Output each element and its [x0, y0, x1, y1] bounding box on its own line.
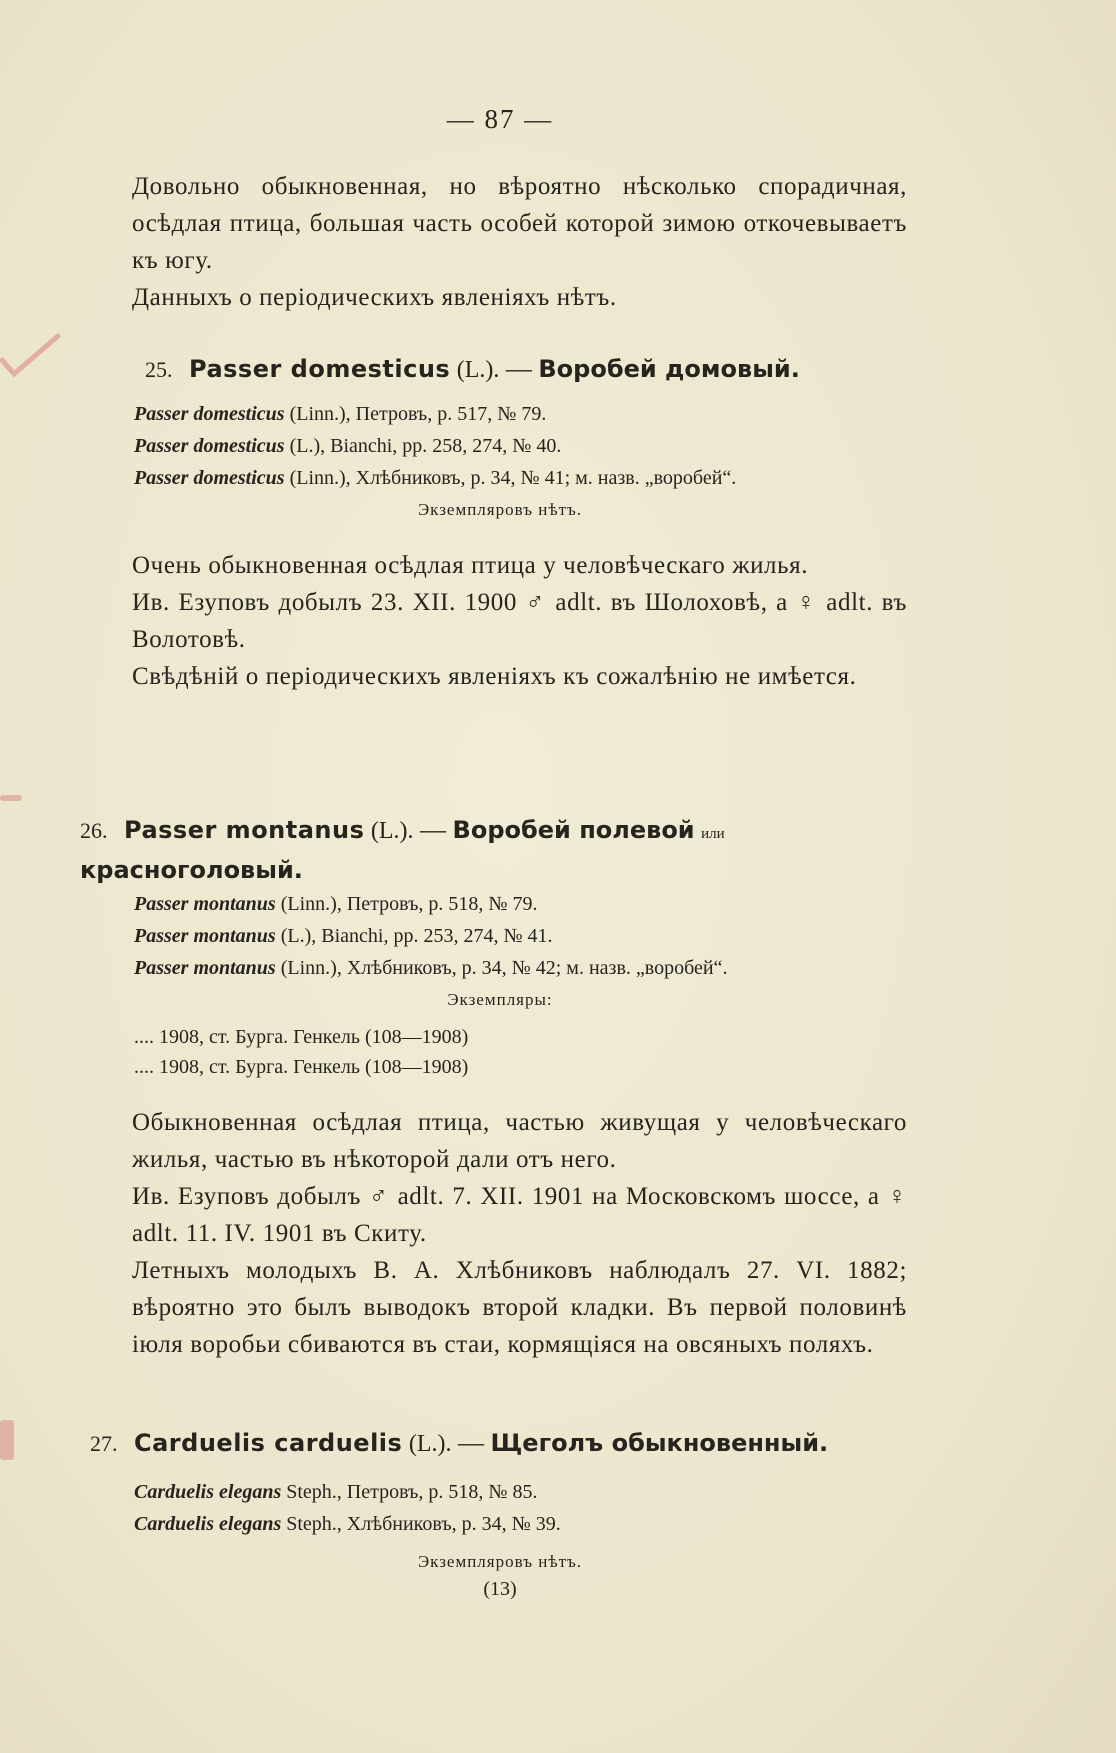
specimens-note: Экземпляровъ нѣтъ. [417, 500, 583, 519]
signature-mark: (13) [483, 1578, 517, 1600]
specimen-item: .... 1908, ст. Бурга. Генкель (108—1908) [134, 1056, 469, 1078]
species-number: 25. [145, 357, 173, 382]
reference-source: (Linn.), Хлѣбниковъ, p. 34, № 41; м. назв. „воробей“. [289, 467, 737, 489]
reference-list [134, 1476, 561, 1540]
intro-text [132, 168, 907, 316]
pencil-checkmark-icon [0, 330, 60, 390]
reference-item [134, 920, 727, 952]
reference-item [134, 430, 736, 462]
specimens-note: Экземпляры: [447, 990, 553, 1009]
specimens-note: Экземпляровъ нѣтъ. [417, 1552, 583, 1571]
reference-source: Steph., Петровъ, p. 518, № 85. [286, 1481, 538, 1503]
paragraph-text: Данныхъ о періодическихъ явленіяхъ нѣтъ. [132, 284, 617, 311]
paragraph: Ив. Езуповъ добылъ 23. XII. 1900 ♂ adlt. въ Шолоховѣ, а ♀ adlt. въ Волотовѣ. [132, 589, 907, 653]
paragraph: Очень обыкновенная осѣдлая птица у человѣческаго жилья. [132, 552, 809, 579]
reference-taxon: Passer montanus [134, 957, 276, 979]
margin-mark [0, 795, 22, 801]
reference-item [134, 952, 727, 984]
species-heading [145, 354, 800, 384]
reference-list [134, 888, 727, 984]
species-scientific-name: Carduelis carduelis [134, 1429, 403, 1457]
species-heading [90, 1428, 828, 1458]
reference-source: Steph., Хлѣбниковъ, p. 34, № 39. [286, 1513, 561, 1535]
reference-list [134, 398, 736, 494]
species-text [132, 547, 907, 695]
page-number: — 87 — [446, 104, 554, 134]
species-number: 26. [80, 818, 108, 843]
species-text [132, 1104, 907, 1363]
reference-source: (Linn.), Петровъ, p. 517, № 79. [289, 403, 547, 425]
reference-source: (Linn.), Хлѣбниковъ, p. 34, № 42; м. назв. „воробей“. [280, 957, 728, 979]
species-russian-name: Щеголъ обыкновенный. [490, 1429, 829, 1457]
species-author: (L.). [456, 357, 500, 383]
paragraph: Летныхъ молодыхъ В. А. Хлѣбниковъ наблюдалъ 27. VI. 1882; вѣроятно это былъ выводокъ второй кладки. Въ первой половинѣ іюля воробьи сбиваются въ стаи, кормящіяся на овсяныхъ поляхъ. [132, 1257, 907, 1358]
reference-taxon: Passer domesticus [134, 435, 285, 457]
species-author: (L.). [408, 1431, 452, 1457]
paragraph: Ив. Езуповъ добылъ ♂ adlt. 7. XII. 1901 на Московскомъ шоссе, а ♀ adlt. 11. IV. 1901 въ Скиту. [132, 1183, 907, 1247]
species-scientific-name: Passer montanus [124, 816, 365, 844]
species-scientific-name: Passer domesticus [189, 355, 451, 383]
heading-dash: — [457, 1428, 484, 1457]
heading-dash: — [505, 354, 532, 383]
paragraph: Обыкновенная осѣдлая птица, частью живущая у человѣческаго жилья, частью въ нѣкоторой дали отъ него. [132, 1109, 907, 1173]
reference-item [134, 1476, 561, 1508]
reference-taxon: Passer domesticus [134, 467, 285, 489]
reference-item [134, 462, 736, 494]
paragraph [132, 279, 907, 316]
species-russian-name: Воробей домовый. [538, 355, 800, 383]
species-russian-name-alt: красноголовый. [80, 856, 303, 884]
reference-source: (L.), Bianchi, pp. 253, 274, № 41. [280, 925, 553, 947]
species-heading [80, 812, 910, 888]
reference-item [134, 398, 736, 430]
margin-mark [0, 1420, 14, 1460]
species-author: (L.). [370, 818, 414, 844]
reference-taxon: Passer montanus [134, 925, 276, 947]
paragraph: Свѣдѣній о періодическихъ явленіяхъ къ сожалѣнію не имѣется. [132, 663, 857, 690]
reference-taxon: Carduelis elegans [134, 1481, 282, 1503]
species-number: 27. [90, 1431, 118, 1456]
paragraph: Довольно обыкновенная, но вѣроятно нѣсколько спорадичная, осѣдлая птица, большая часть особей которой зимою откочевываетъ къ югу. [132, 173, 907, 274]
specimen-list [134, 1022, 468, 1082]
specimen-item: .... 1908, ст. Бурга. Генкель (108—1908) [134, 1026, 469, 1048]
reference-item [134, 888, 727, 920]
reference-taxon: Passer montanus [134, 893, 276, 915]
reference-source: (L.), Bianchi, pp. 258, 274, № 40. [289, 435, 562, 457]
reference-source: (Linn.), Петровъ, p. 518, № 79. [280, 893, 538, 915]
reference-taxon: Passer domesticus [134, 403, 285, 425]
heading-dash: — [420, 815, 447, 844]
species-russian-name: Воробей полевой [452, 816, 695, 844]
reference-taxon: Carduelis elegans [134, 1513, 282, 1535]
reference-item [134, 1508, 561, 1540]
species-russian-conjunction: или [701, 826, 725, 842]
